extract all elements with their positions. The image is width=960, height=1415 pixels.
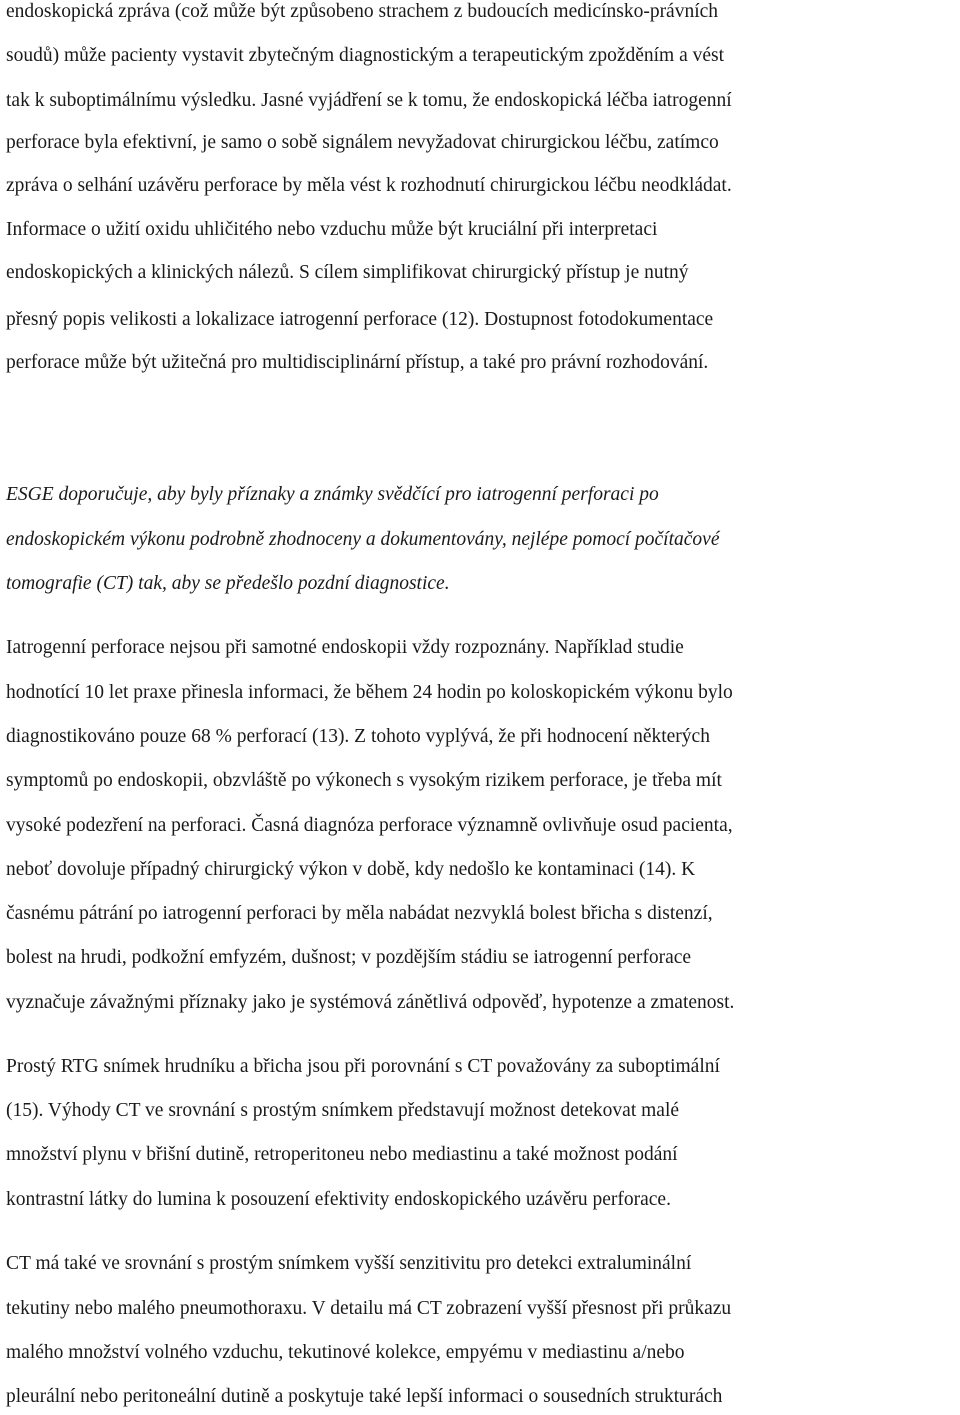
recommendation-line: tomografie (CT) tak, aby se předešlo pozdní diagnostice. [6, 573, 450, 594]
text-line: CT má také ve srovnání s prostým snímkem vyšší senzitivitu pro detekci extraluminální [6, 1253, 692, 1274]
text-line: diagnostikováno pouze 68 % perforací (13). Z tohoto vyplývá, že při hodnocení některých [6, 726, 710, 747]
text-line: neboť dovoluje případný chirurgický výkon v době, kdy nedošlo ke kontaminaci (14). K [6, 859, 696, 880]
text-line: endoskopická zpráva (což může být způsobeno strachem z budoucích medicínsko-právních [6, 1, 719, 22]
text-line: hodnotící 10 let praxe přinesla informaci, že během 24 hodin po koloskopickém výkonu bylo [6, 682, 733, 703]
text-line: Iatrogenní perforace nejsou při samotné endoskopii vždy rozpoznány. Například studie [6, 637, 684, 658]
text-line: zpráva o selhání uzávěru perforace by měla vést k rozhodnutí chirurgickou léčbu neodkládat. [6, 175, 732, 196]
text-line: perforace může být užitečná pro multidisciplinární přístup, a také pro právní rozhodování. [6, 352, 709, 373]
text-line: perforace byla efektivní, je samo o sobě signálem nevyžadovat chirurgickou léčbu, zatímco [6, 132, 719, 153]
recommendation-line: endoskopickém výkonu podrobně zhodnoceny a dokumentovány, nejlépe pomocí počítačové [6, 529, 720, 550]
text-line: malého množství volného vzduchu, tekutinové kolekce, empyému v mediastinu a/nebo [6, 1342, 685, 1363]
recommendation-line: ESGE doporučuje, aby byly příznaky a známky svědčící pro iatrogenní perforaci po [6, 484, 659, 505]
text-line: soudů) může pacienty vystavit zbytečným diagnostickým a terapeutickým zpožděním a vést [6, 45, 725, 66]
text-line: bolest na hrudi, podkožní emfyzém, dušnost; v pozdějším stádiu se iatrogenní perforace [6, 947, 692, 968]
text-line: Prostý RTG snímek hrudníku a břicha jsou při porovnání s CT považovány za suboptimální [6, 1056, 720, 1077]
text-line: množství plynu v břišní dutině, retroperitoneu nebo mediastinu a také možnost podání [6, 1144, 678, 1165]
text-line: (15). Výhody CT ve srovnání s prostým snímkem představují možnost detekovat malé [6, 1100, 680, 1121]
text-line: vysoké podezření na perforaci. Časná diagnóza perforace významně ovlivňuje osud pacienta, [6, 815, 733, 836]
text-line: tak k suboptimálnímu výsledku. Jasné vyjádření se k tomu, že endoskopická léčba iatrogenní [6, 90, 732, 111]
text-line: endoskopických a klinických nálezů. S cílem simplifikovat chirurgický přístup je nutný [6, 262, 689, 283]
text-line: pleurální nebo peritoneální dutině a poskytuje také lepší informaci o sousedních strukturách [6, 1386, 723, 1407]
text-line: symptomů po endoskopii, obzvláště po výkonech s vysokým rizikem perforace, je třeba mít [6, 770, 722, 791]
text-line: kontrastní látky do lumina k posouzení efektivity endoskopického uzávěru perforace. [6, 1189, 671, 1210]
text-line: přesný popis velikosti a lokalizace iatrogenní perforace (12). Dostupnost fotodokumentace [6, 309, 714, 330]
text-line: vyznačuje závažnými příznaky jako je systémová zánětlivá odpověď, hypotenze a zmatenost. [6, 992, 735, 1013]
text-line: Informace o užití oxidu uhličitého nebo vzduchu může být kruciální při interpretaci [6, 219, 658, 240]
text-line: tekutiny nebo malého pneumothoraxu. V detailu má CT zobrazení vyšší přesnost při průkazu [6, 1298, 732, 1319]
text-line: časnému pátrání po iatrogenní perforaci by měla nabádat nezvyklá bolest břicha s distenzí, [6, 903, 713, 924]
